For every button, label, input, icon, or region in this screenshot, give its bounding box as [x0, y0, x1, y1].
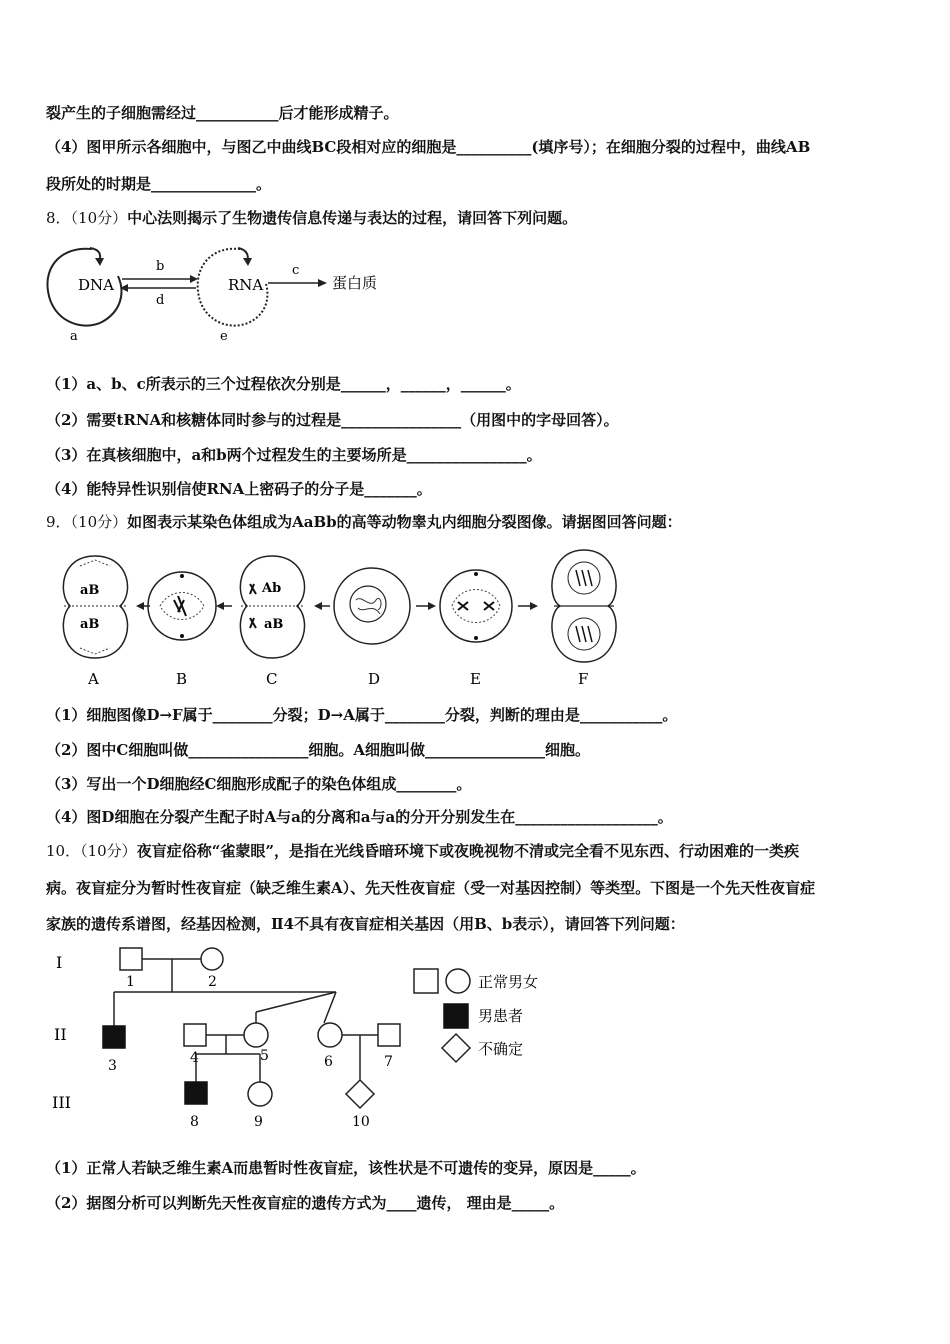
q7-line2: （4）图甲所示各细胞中，与图乙中曲线BC段相对应的细胞是__________(填序号）；在细胞分裂的过程中，曲线AB — [46, 138, 811, 156]
label-e: e — [220, 329, 228, 344]
label-c: c — [292, 263, 300, 278]
q10-line3: 家族的遗传系谱图，经基因检测，Ⅱ4不具有夜盲症相关基因（用B、b表示），请回答下列问题： — [46, 915, 685, 933]
q9-number: 9． — [46, 513, 71, 531]
gen-label-2: II — [54, 1025, 67, 1044]
loop-e-arrowhead — [243, 258, 252, 266]
gen-label-1: I — [56, 953, 63, 972]
q10-score: （10分） — [80, 842, 137, 860]
label-b: b — [156, 259, 165, 274]
q8-sub1: （1）a、b、c所表示的三个过程依次分别是______，______，______。 — [46, 375, 521, 393]
q9-sub1: （1）细胞图像D→F属于________分裂；D→A属于________分裂，判断的理由是___________。 — [46, 706, 678, 724]
id-9: 9 — [254, 1114, 263, 1130]
id-7: 7 — [384, 1054, 393, 1070]
person-10 — [346, 1080, 374, 1108]
cell-d — [334, 568, 410, 644]
cell-b — [148, 572, 216, 640]
q10-number: 10． — [46, 842, 81, 860]
legend-normal-female — [446, 969, 470, 993]
q8-stem: 中心法则揭示了生物遗传信息传递与表达的过程，请回答下列问题。 — [127, 209, 578, 227]
person-3 — [103, 1026, 125, 1048]
q10-sub1: （1）正常人若缺乏维生素A而患暂时性夜盲症，该性状是不可遗传的变异，原因是_____。 — [46, 1159, 646, 1177]
cell-label-e: E — [470, 670, 481, 688]
arrow-c-head — [318, 279, 327, 287]
id-3: 3 — [108, 1058, 117, 1074]
cell-a-bottom-label: aB — [80, 617, 100, 632]
q9-header — [46, 512, 910, 532]
cell-a — [63, 556, 127, 658]
dna-label: DNA — [78, 276, 114, 294]
q8-sub3: （3）在真核细胞中，a和b两个过程发生的主要场所是________________。 — [46, 446, 542, 464]
rna-label: RNA — [228, 276, 264, 294]
person-1 — [120, 948, 142, 970]
q7-line1: 裂产生的子细胞需经过___________后才能形成精子。 — [46, 104, 399, 122]
person-2 — [201, 948, 223, 970]
q9-sub3: （3）写出一个D细胞经C细胞形成配子的染色体组成________。 — [46, 775, 472, 793]
id-10: 10 — [352, 1114, 370, 1130]
legend-normal-label: 正常男女 — [478, 973, 539, 991]
cell-label-a: A — [88, 670, 99, 688]
loop-a-arrowhead — [95, 258, 104, 266]
cell-a-top-label: aB — [80, 583, 100, 598]
q9-stem: 如图表示某染色体组成为AaBb的高等动物睾丸内细胞分裂图像。请据图回答问题： — [127, 513, 682, 531]
q10-line1: 夜盲症俗称“雀蒙眼”，是指在光线昏暗环境下或夜晚视物不清或完全看不见东西、行动困难的一类疾 — [136, 842, 799, 860]
legend-uncertain-label: 不确定 — [478, 1040, 524, 1058]
central-dogma-diagram — [40, 236, 400, 346]
cell-c-bottom-label: aB — [264, 617, 284, 632]
id-6: 6 — [324, 1054, 333, 1070]
person-6 — [318, 1023, 342, 1047]
id-8: 8 — [190, 1114, 199, 1130]
person-4 — [184, 1024, 206, 1046]
q10-sub2: （2）据图分析可以判断先天性夜盲症的遗传方式为____遗传， 理由是_____。 — [46, 1194, 565, 1212]
cell-label-d: D — [368, 670, 381, 688]
q8-number: 8． — [46, 209, 71, 227]
q8-sub2: （2）需要tRNA和核糖体同时参与的过程是________________（用图中的字母回答）。 — [46, 411, 619, 429]
legend-normal-male — [414, 969, 438, 993]
person-9 — [248, 1082, 272, 1106]
q8-header — [46, 208, 910, 228]
q8-score: （10分） — [70, 209, 128, 227]
legend-affected-label: 男患者 — [478, 1007, 524, 1025]
id-4: 4 — [190, 1050, 199, 1066]
q9-sub4: （4）图D细胞在分裂产生配子时A与a的分离和a与a的分开分别发生在___________________。 — [46, 808, 673, 826]
person-8 — [185, 1082, 207, 1104]
id-1: 1 — [126, 974, 135, 990]
label-d: d — [156, 293, 165, 308]
cell-label-c: C — [266, 670, 278, 688]
q10-header — [46, 841, 910, 861]
cell-label-b: B — [176, 670, 188, 688]
pedigree-chart — [46, 942, 566, 1132]
q9-score: （10分） — [70, 513, 128, 531]
protein-label: 蛋白质 — [332, 274, 378, 292]
q10-line2: 病。夜盲症分为暂时性夜盲症（缺乏维生素A）、先天性夜盲症（受一对基因控制）等类型。下图是一个先天性夜盲症 — [46, 879, 816, 897]
cell-label-f: F — [578, 670, 589, 688]
cell-c — [240, 556, 304, 658]
legend-affected-male — [444, 1004, 468, 1028]
cell-division-figure — [50, 544, 640, 692]
q9-sub2: （2）图中C细胞叫做________________细胞。A细胞叫做________________细胞。 — [46, 741, 591, 759]
gen-label-3: III — [52, 1093, 71, 1112]
id-5: 5 — [260, 1048, 269, 1064]
cell-c-top-label: Ab — [262, 581, 282, 596]
person-7 — [378, 1024, 400, 1046]
legend-uncertain — [442, 1034, 470, 1062]
q8-sub4: （4）能特异性识别信使RNA上密码子的分子是_______。 — [46, 480, 432, 498]
cell-f — [552, 550, 616, 662]
cell-e — [440, 570, 512, 642]
label-a: a — [70, 329, 78, 344]
q7-line3: 段所处的时期是______________。 — [46, 175, 272, 193]
person-5 — [244, 1023, 268, 1047]
id-2: 2 — [208, 974, 217, 990]
